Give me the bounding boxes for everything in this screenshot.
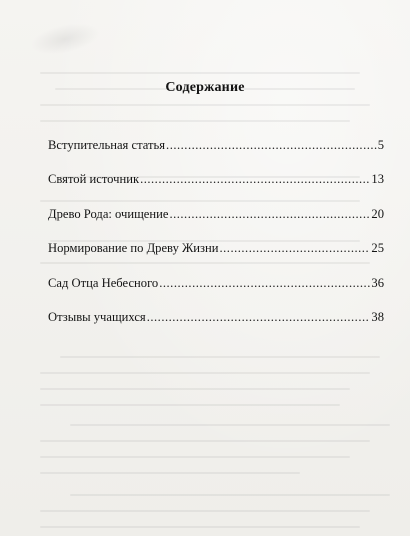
toc-entry-page-number: 36 [371,275,384,290]
bleed-through-line [70,494,390,496]
toc-entry-label: Святой источник [48,172,140,187]
toc-dot-leader [220,241,371,256]
bleed-through-line [40,440,370,442]
bleed-through-line [40,120,350,122]
toc-entry [48,172,384,206]
bleed-through-line [40,526,360,528]
bleed-through-line [40,472,300,474]
toc-entry-page-number: 5 [377,138,384,152]
bleed-through-line [40,456,350,458]
bleed-through-line [60,356,380,358]
toc-dot-leader [166,138,377,153]
toc-entry [48,276,384,310]
toc-entry-page-number: 13 [371,172,384,187]
toc-entry [48,241,384,275]
bleed-through-line [70,424,390,426]
bleed-through-line [40,72,360,74]
bleed-through-line [40,404,340,406]
page-title: Содержание [165,80,245,95]
toc-entry-label: Вступительная статья [48,138,166,152]
toc-dot-leader [140,172,370,187]
bleed-through-line [40,104,370,106]
toc-entry [48,138,384,172]
toc-entry-page-number: 20 [371,206,384,221]
toc-entry [48,207,384,241]
toc-entry-label: Нормирование по Древу Жизни [48,241,219,256]
bleed-through-line [40,510,370,512]
toc-entry-page-number: 25 [371,241,384,256]
toc-entry-label: Древо Рода: очищение [48,206,169,221]
page-smudge [28,18,102,60]
toc-entry-label: Сад Отца Небесного [48,275,159,290]
toc-dot-leader [147,310,371,325]
toc-entry-page-number: 38 [371,309,384,324]
bleed-through-line [40,388,350,390]
bleed-through-line [40,372,370,374]
toc-entry-label: Отзывы учащихся [48,309,146,324]
toc-dot-leader [159,276,370,291]
toc-entry [48,310,384,344]
toc-dot-leader [169,207,370,222]
table-of-contents [48,138,384,344]
